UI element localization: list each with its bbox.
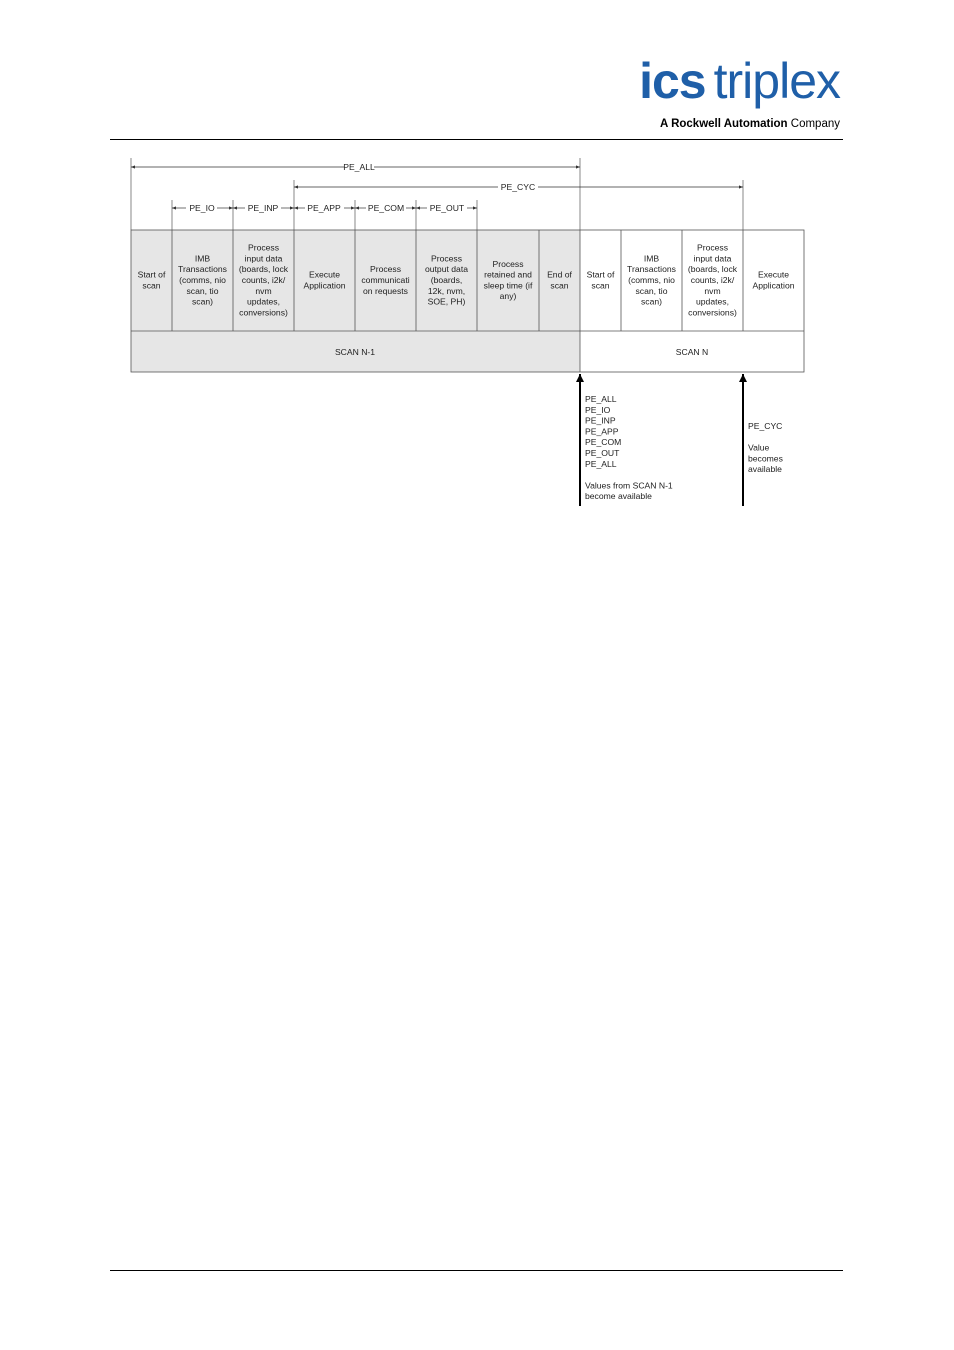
phase-text-line: Transactions [178, 264, 227, 275]
phase-text-line: (boards, lock [238, 264, 289, 275]
phase-text-line: (comms, nio [628, 275, 675, 285]
phase-text-line: Process [492, 258, 524, 269]
note-line: PE_INP [585, 415, 616, 426]
note-line: PE_ALL [585, 458, 617, 469]
note-line: PE_OUT [585, 448, 620, 458]
phase-text-line: nvm [255, 285, 272, 296]
phase-text-line: any) [499, 291, 517, 302]
phase-text-line: updates, [247, 296, 280, 307]
note-line: PE_IO [585, 404, 611, 415]
timeline-guides [131, 158, 743, 230]
note-line: PE_COM [585, 437, 622, 448]
phase-text-line: conversions) [239, 307, 288, 318]
scan-prev-phase-4 [303, 270, 345, 291]
phase-text-line: (comms, nio [179, 275, 226, 285]
phase-text-line: Process [369, 264, 402, 275]
label-pe-io: PE_IO [189, 203, 215, 213]
phase-text-line: scan, tio [635, 285, 668, 296]
values-available-note-left [585, 394, 673, 501]
phase-text-line: on requests [363, 285, 408, 296]
logo-tag-prefix: A [660, 118, 672, 130]
phase-text-line: 12k, nvm, [427, 285, 466, 296]
phase-text-line: scan [550, 280, 569, 291]
phase-text-line: (boards, [430, 275, 463, 285]
phase-text-line: sleep time (if [483, 280, 533, 291]
note-line: PE_ALL [585, 394, 617, 404]
values-available-note-right [748, 421, 783, 474]
phase-text-line: scan) [640, 296, 663, 307]
phase-text-line: input data [244, 253, 283, 264]
note-line: available [748, 464, 782, 475]
phase-text-line: Process [696, 242, 729, 253]
phase-text-line: conversions) [688, 307, 737, 318]
logo-tag-suffix: Company [787, 118, 840, 130]
phase-text-line: IMB [194, 253, 211, 264]
phase-text-line: counts, i2k/ [241, 275, 286, 285]
scan-curr-phase-4 [752, 270, 794, 291]
phase-text-line: communicati [361, 275, 410, 285]
phase-text-line: retained and [484, 269, 532, 280]
label-pe-all: PE_ALL [343, 162, 375, 172]
phase-text-line: Process [247, 242, 280, 253]
note-line: Value [748, 442, 770, 453]
phase-text-line: Transactions [627, 264, 676, 275]
note-line: becomes [748, 453, 783, 464]
phase-text-line: input data [693, 253, 732, 264]
phase-text-line: End of [547, 269, 572, 280]
logo-triplex: triplex [713, 53, 840, 109]
label-pe-cyc: PE_CYC [500, 182, 536, 192]
phase-text-line: scan) [191, 296, 214, 307]
phase-text-line: output data [424, 264, 469, 275]
label-pe-inp: PE_INP [247, 203, 279, 213]
phase-text-line: scan, tio [186, 285, 219, 296]
phase-text-line: Execute [757, 269, 790, 280]
label-pe-out: PE_OUT [429, 203, 465, 213]
logo-ics: ics [639, 53, 706, 109]
phase-text-line: nvm [704, 285, 721, 296]
scan-prev-phase-6 [425, 253, 468, 306]
phase-text-line: SOE, PH) [427, 296, 466, 307]
phase-text-line: Application [752, 280, 795, 291]
scan-prev-label: SCAN N-1 [334, 347, 376, 357]
phase-text-line: Start of [137, 269, 166, 280]
note-line: PE_APP [585, 426, 619, 437]
scan-curr-label: SCAN N [675, 347, 709, 357]
phase-text-line: Start of [586, 269, 615, 280]
phase-text-line: updates, [696, 296, 729, 307]
timeline-arrows [131, 167, 743, 208]
phase-text-line: counts, i2k/ [690, 275, 735, 285]
phase-text-line: Process [430, 253, 463, 264]
label-pe-com: PE_COM [367, 203, 405, 213]
logo-tag-brand: Rockwell Automation [671, 118, 788, 130]
phase-text-line: Application [303, 280, 346, 291]
phase-text-line: IMB [643, 253, 660, 264]
note-line: Values from SCAN N-1 [585, 480, 673, 491]
phase-text-line: scan [591, 280, 610, 291]
phase-text-line: (boards, lock [687, 264, 738, 275]
label-pe-app: PE_APP [307, 203, 341, 213]
note-line: PE_CYC [748, 421, 783, 431]
phase-text-line: Execute [308, 269, 341, 280]
note-line: become available [585, 491, 652, 502]
phase-text-line: scan [142, 280, 161, 291]
